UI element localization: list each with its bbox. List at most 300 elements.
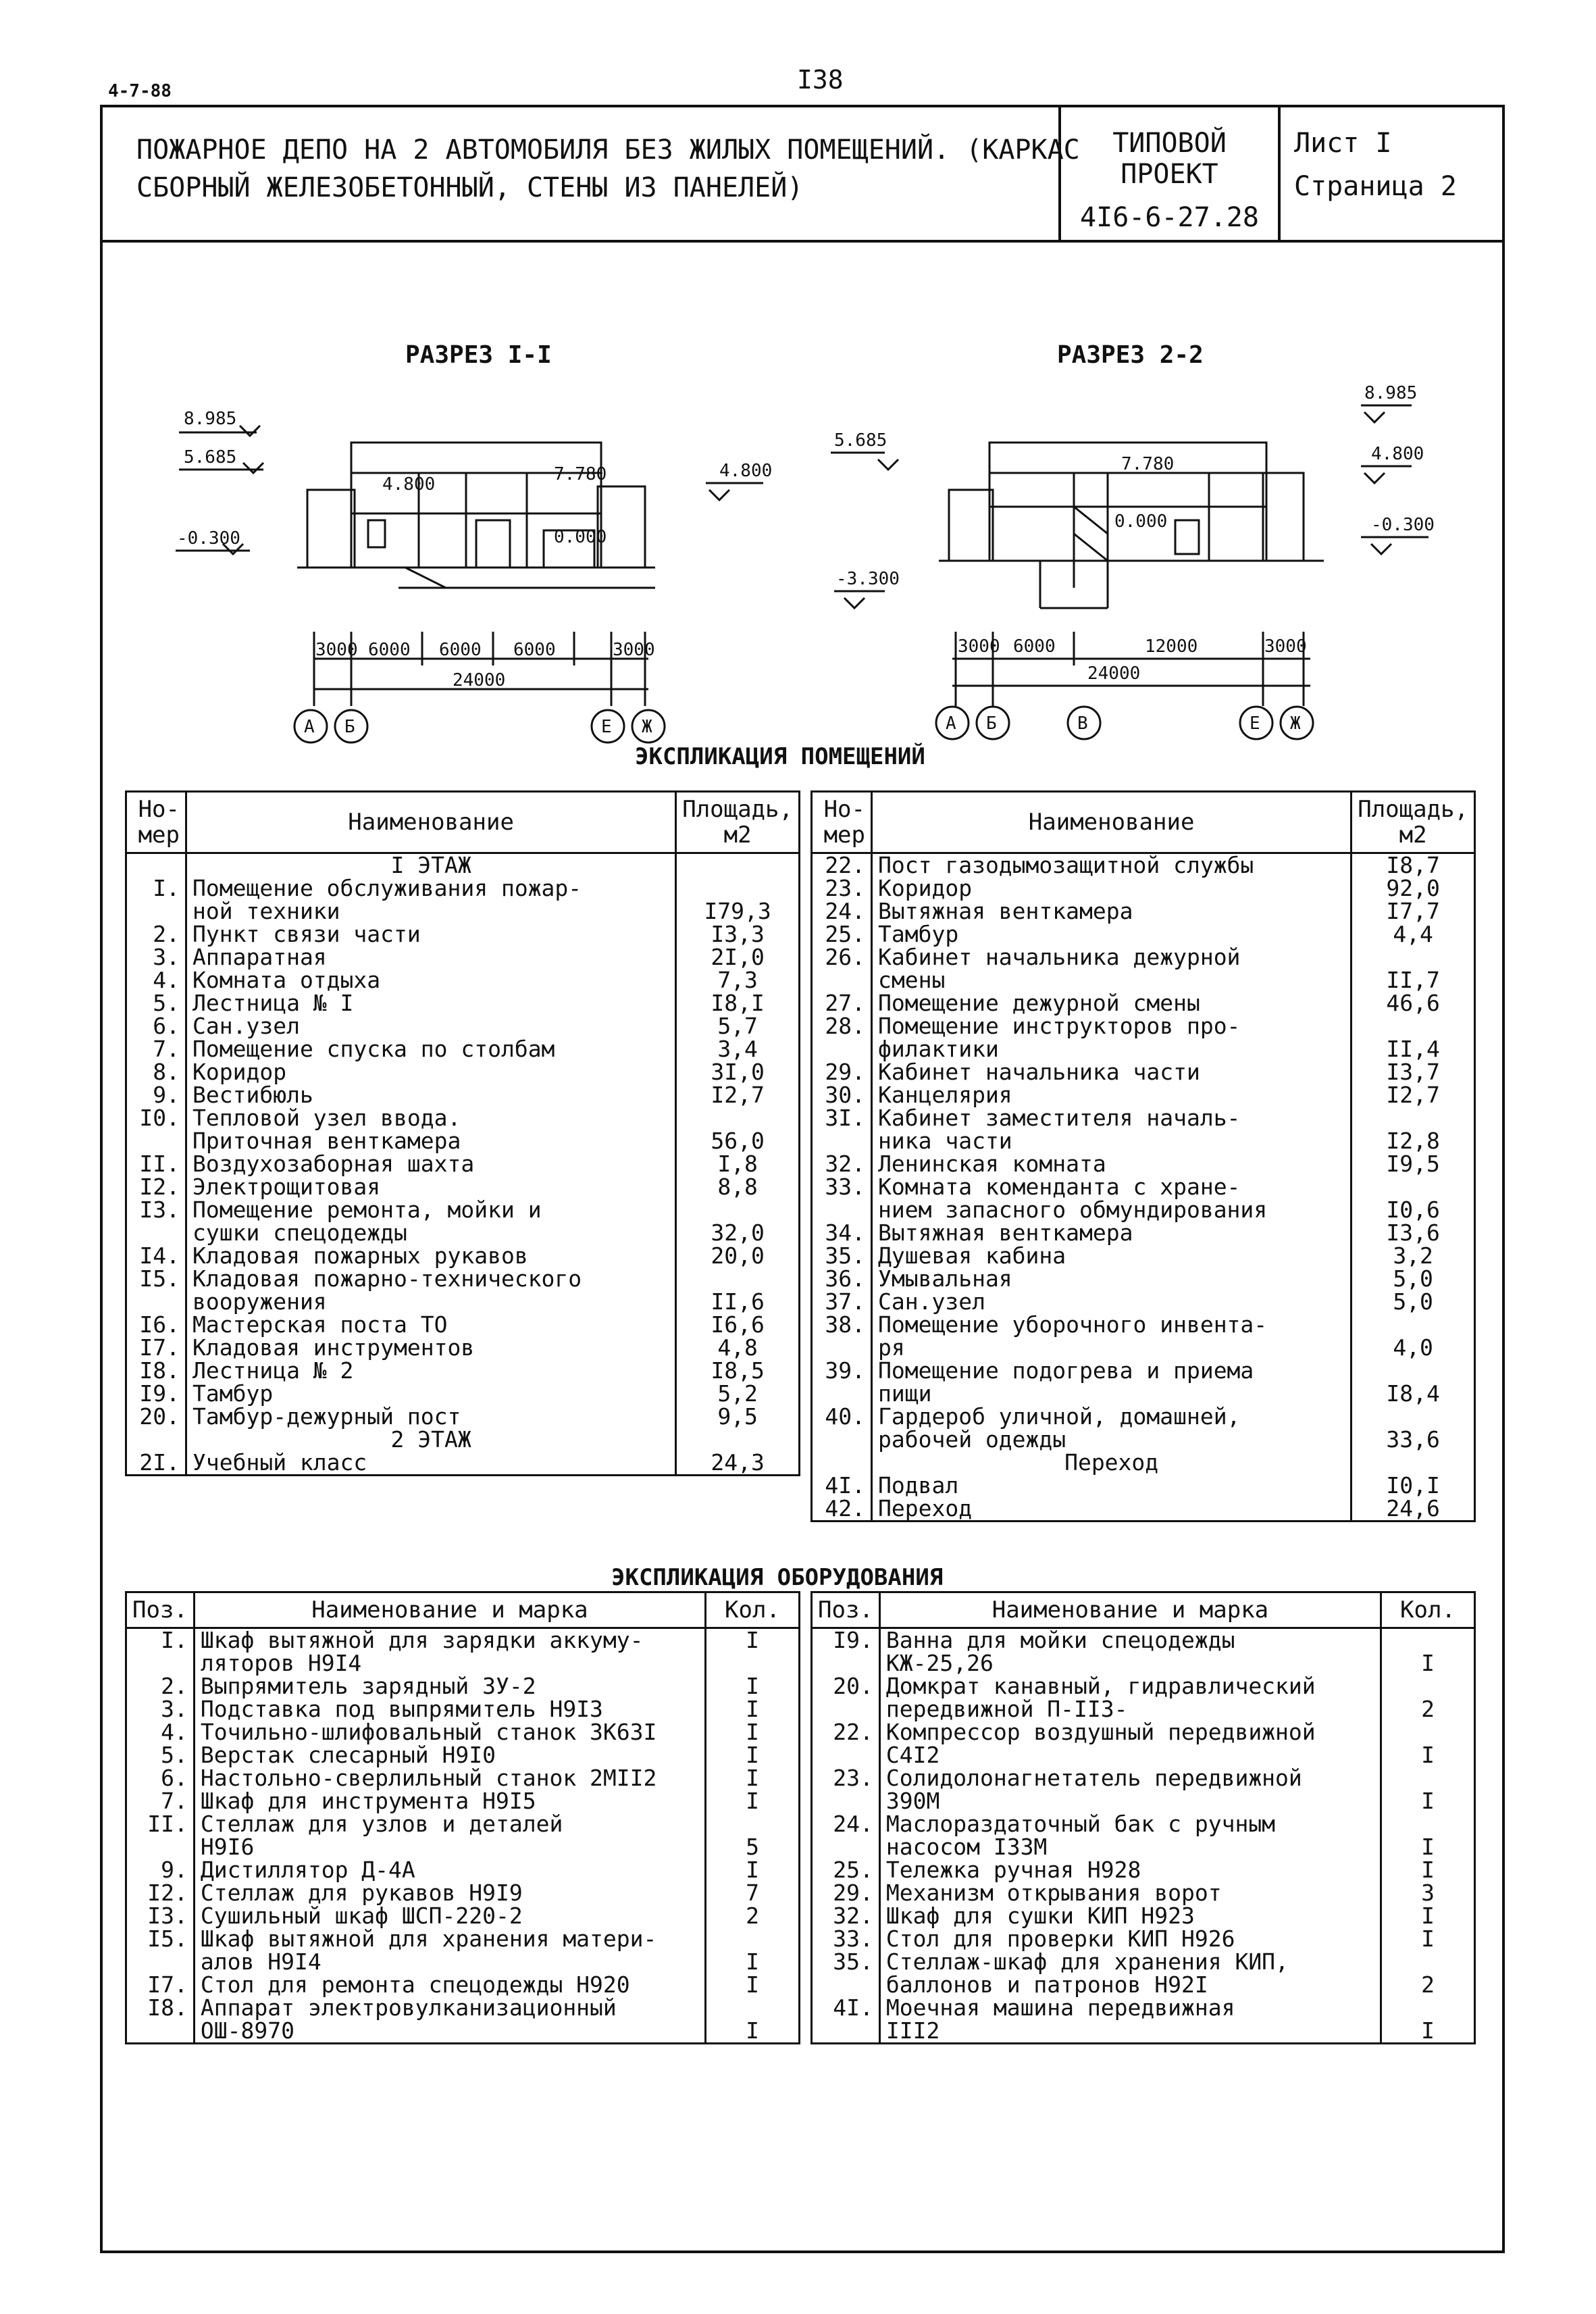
- equipment-qty: I: [706, 1698, 800, 1721]
- room-number: 5.: [126, 992, 186, 1015]
- room-name: Учебный класс: [186, 1451, 676, 1476]
- s2-dim-3: 12000: [1145, 636, 1198, 657]
- room-row: [126, 1336, 800, 1359]
- room-number: 6.: [126, 1015, 186, 1038]
- room-area: I3,3: [676, 923, 800, 946]
- equipment-row: [812, 1951, 1475, 1973]
- equipment-position: 9.: [126, 1859, 195, 1882]
- s1-axis-b: Б: [344, 717, 355, 737]
- room-number: 40.: [812, 1405, 872, 1428]
- room-area: [1352, 1405, 1475, 1428]
- col-name: Наименование: [872, 792, 1352, 853]
- equipment-row: [126, 1628, 800, 1653]
- equipment-title: ЭКСПЛИКАЦИЯ ОБОРУДОВАНИЯ: [611, 1564, 944, 1591]
- equipment-qty: I: [706, 1628, 800, 1653]
- room-area: 3I,0: [676, 1061, 800, 1084]
- equipment-table-left: [125, 1591, 800, 2044]
- s1-dim-5: 3000: [613, 640, 655, 660]
- room-area: 92,0: [1352, 877, 1475, 900]
- room-area: I2,8: [1352, 1130, 1475, 1153]
- room-name: Сан.узел: [872, 1290, 1352, 1313]
- s2-axis-e: Е: [1250, 713, 1260, 734]
- equipment-position: [812, 1652, 880, 1675]
- equipment-qty: 2: [706, 1905, 800, 1928]
- equipment-row: [126, 1905, 800, 1928]
- room-row: [126, 1359, 800, 1382]
- page-number: I38: [797, 65, 844, 95]
- equipment-name: баллонов и патронов Н92I: [879, 1973, 1381, 1996]
- room-name: Умывальная: [872, 1267, 1352, 1290]
- room-row: [126, 1267, 800, 1290]
- room-name: Коридор: [186, 1061, 676, 1084]
- equipment-qty: I: [1381, 2019, 1475, 2044]
- room-number: 7.: [126, 1038, 186, 1061]
- room-row: [812, 1428, 1475, 1451]
- room-area: I,8: [676, 1153, 800, 1176]
- room-number: 20.: [126, 1405, 186, 1428]
- equipment-name: Подставка под выпрямитель Н9I3: [194, 1698, 705, 1721]
- room-number: 39.: [812, 1359, 872, 1382]
- room-number: 37.: [812, 1290, 872, 1313]
- room-number: 32.: [812, 1153, 872, 1176]
- equipment-row: [812, 1767, 1475, 1790]
- equipment-row: [126, 1951, 800, 1973]
- equipment-name: ОШ-8970: [194, 2019, 705, 2044]
- equipment-qty: 7: [706, 1882, 800, 1905]
- room-row: [812, 1130, 1475, 1153]
- room-name: ной техники: [186, 900, 676, 923]
- room-row: [126, 1451, 800, 1476]
- equipment-row: [812, 1628, 1475, 1653]
- equipment-position: 3.: [126, 1698, 195, 1721]
- equipment-position: I7.: [126, 1973, 195, 1996]
- equipment-position: [126, 1951, 195, 1973]
- room-area: I2,7: [676, 1084, 800, 1107]
- room-name: филактики: [872, 1038, 1352, 1061]
- room-area: I0,6: [1352, 1199, 1475, 1222]
- title-line-2: СБОРНЫЙ ЖЕЛЕЗОБЕТОННЫЙ, СТЕНЫ ИЗ ПАНЕЛЕЙ): [136, 172, 804, 203]
- room-number: 27.: [812, 992, 872, 1015]
- room-number: 24.: [812, 900, 872, 923]
- s2-dim-4: 3000: [1264, 636, 1307, 657]
- room-number: I4.: [126, 1244, 186, 1267]
- room-row: [126, 1038, 800, 1061]
- room-number: I0.: [126, 1107, 186, 1130]
- equipment-name: С4I2: [879, 1744, 1381, 1767]
- col-num: Но- мер: [126, 792, 186, 853]
- room-area: I3,6: [1352, 1222, 1475, 1244]
- room-number: [126, 853, 186, 878]
- s1-dim-3: 6000: [439, 640, 482, 660]
- equipment-name: Настольно-сверлильный станок 2МII2: [194, 1767, 705, 1790]
- room-number: [126, 900, 186, 923]
- room-row: [812, 1405, 1475, 1428]
- room-number: 35.: [812, 1244, 872, 1267]
- section-1-title: РАЗРЕЗ I-I: [405, 341, 552, 369]
- room-number: I.: [126, 877, 186, 900]
- equipment-qty: I: [706, 1790, 800, 1813]
- s2-axis-v: В: [1077, 713, 1088, 734]
- equipment-row: [812, 1744, 1475, 1767]
- room-name: Переход: [872, 1451, 1352, 1474]
- room-name: Помещение обслуживания пожар-: [186, 877, 676, 900]
- s2-axis-b: Б: [986, 713, 997, 734]
- equipment-name: Сушильный шкаф ШСП-220-2: [194, 1905, 705, 1928]
- room-row: [812, 1497, 1475, 1521]
- equipment-qty: I: [706, 1721, 800, 1744]
- room-row: [126, 1061, 800, 1084]
- equipment-position: 4I.: [812, 1996, 880, 2019]
- room-number: I8.: [126, 1359, 186, 1382]
- equipment-row: [812, 1859, 1475, 1882]
- room-number: I7.: [126, 1336, 186, 1359]
- room-area: 20,0: [676, 1244, 800, 1267]
- room-row: [812, 969, 1475, 992]
- equipment-name: КЖ-25,26: [879, 1652, 1381, 1675]
- room-name: Лестница № I: [186, 992, 676, 1015]
- room-row: [126, 1313, 800, 1336]
- equipment-row: [812, 2019, 1475, 2044]
- room-name: Приточная венткамера: [186, 1130, 676, 1153]
- room-name: рабочей одежды: [872, 1428, 1352, 1451]
- equipment-position: 2.: [126, 1675, 195, 1698]
- equipment-position: 7.: [126, 1790, 195, 1813]
- room-row: [126, 1130, 800, 1153]
- room-area: 32,0: [676, 1222, 800, 1244]
- room-name: Воздухозаборная шахта: [186, 1153, 676, 1176]
- col-name: Наименование: [186, 792, 676, 853]
- room-name: Аппаратная: [186, 946, 676, 969]
- room-name: Душевая кабина: [872, 1244, 1352, 1267]
- room-area: 5,2: [676, 1382, 800, 1405]
- room-area: 56,0: [676, 1130, 800, 1153]
- room-name: Вытяжная венткамера: [872, 900, 1352, 923]
- room-number: I9.: [126, 1382, 186, 1405]
- room-name: Кладовая пожарных рукавов: [186, 1244, 676, 1267]
- room-number: 4I.: [812, 1474, 872, 1497]
- room-row: [812, 946, 1475, 969]
- room-area: [1352, 1359, 1475, 1382]
- s2-elev-top: 8.985: [1364, 383, 1418, 403]
- equipment-position: [126, 2019, 195, 2044]
- room-number: 3.: [126, 946, 186, 969]
- page-label: Страница 2: [1294, 171, 1457, 202]
- room-area: [676, 1267, 800, 1290]
- equipment-name: передвижной П-II3-: [879, 1698, 1381, 1721]
- room-row: [812, 1267, 1475, 1290]
- equipment-qty: I: [1381, 1652, 1475, 1675]
- s2-elev-bottom: -3.300: [836, 569, 900, 589]
- equipment-qty: I: [1381, 1790, 1475, 1813]
- equipment-row: [126, 1928, 800, 1951]
- room-number: [812, 1199, 872, 1222]
- room-name: Вестибюль: [186, 1084, 676, 1107]
- col-area: Площадь, м2: [676, 792, 800, 853]
- room-number: 4.: [126, 969, 186, 992]
- room-area: [1352, 1176, 1475, 1199]
- room-area: I2,7: [1352, 1084, 1475, 1107]
- room-number: [812, 1038, 872, 1061]
- room-area: I8,5: [676, 1359, 800, 1382]
- room-name: нием запасного обмундирования: [872, 1199, 1352, 1222]
- equipment-name: Моечная машина передвижная: [879, 1996, 1381, 2019]
- equipment-position: [812, 1698, 880, 1721]
- room-row: [126, 1176, 800, 1199]
- equipment-row: [126, 1882, 800, 1905]
- s2-elev-right: 4.800: [1371, 444, 1424, 464]
- equipment-position: 35.: [812, 1951, 880, 1973]
- equipment-row: [812, 1973, 1475, 1996]
- s1-elev-right: 4.800: [719, 461, 773, 481]
- room-name: Пункт связи части: [186, 923, 676, 946]
- room-area: [1352, 946, 1475, 969]
- room-row: [812, 1061, 1475, 1084]
- s1-elev-mid: 5.685: [184, 447, 237, 468]
- equipment-qty: [706, 1928, 800, 1951]
- equipment-name: Стол для проверки КИП Н926: [879, 1928, 1381, 1951]
- equipment-position: II.: [126, 1813, 195, 1836]
- room-area: 24,3: [676, 1451, 800, 1476]
- project-number: 4I6-6-27.28: [1080, 202, 1259, 233]
- room-row: [126, 1428, 800, 1451]
- room-row: [812, 1084, 1475, 1107]
- room-row: [812, 1107, 1475, 1130]
- equipment-qty: I: [1381, 1905, 1475, 1928]
- room-area: [1352, 1451, 1475, 1474]
- room-row: [126, 1199, 800, 1222]
- equipment-qty: 5: [706, 1836, 800, 1859]
- rooms-title: ЭКСПЛИКАЦИЯ ПОМЕЩЕНИЙ: [635, 743, 925, 770]
- equipment-name: 390М: [879, 1790, 1381, 1813]
- room-number: 29.: [812, 1061, 872, 1084]
- room-area: [676, 853, 800, 878]
- room-number: [812, 1130, 872, 1153]
- equipment-name: Точильно-шлифовальный станок 3К63I: [194, 1721, 705, 1744]
- equipment-position: I2.: [126, 1882, 195, 1905]
- equipment-qty: I: [1381, 1744, 1475, 1767]
- col-qty: Кол.: [1381, 1592, 1475, 1628]
- section-drawings: [0, 0, 1596, 770]
- room-number: [812, 1382, 872, 1405]
- room-name: ника части: [872, 1130, 1352, 1153]
- room-row: [812, 1244, 1475, 1267]
- room-name: Тамбур-дежурный пост: [186, 1405, 676, 1428]
- equipment-name: Домкрат канавный, гидравлический: [879, 1675, 1381, 1698]
- room-name: Подвал: [872, 1474, 1352, 1497]
- room-area: 5,7: [676, 1015, 800, 1038]
- equipment-position: 24.: [812, 1813, 880, 1836]
- room-row: [126, 946, 800, 969]
- room-name: Кабинет начальника дежурной: [872, 946, 1352, 969]
- equipment-position: [812, 1836, 880, 1859]
- room-name: I ЭТАЖ: [186, 853, 676, 878]
- equipment-table-right: [810, 1591, 1476, 2044]
- equipment-qty: I: [1381, 1859, 1475, 1882]
- room-name: Кладовая пожарно-технического: [186, 1267, 676, 1290]
- room-area: 5,0: [1352, 1267, 1475, 1290]
- room-row: [126, 1405, 800, 1428]
- equipment-name: Тележка ручная Н928: [879, 1859, 1381, 1882]
- room-row: [812, 1222, 1475, 1244]
- room-area: [676, 877, 800, 900]
- room-number: II.: [126, 1153, 186, 1176]
- s2-elev-low: -0.300: [1371, 515, 1435, 535]
- equipment-row: [812, 1675, 1475, 1698]
- room-area: I8,I: [676, 992, 800, 1015]
- equipment-qty: I: [706, 1973, 800, 1996]
- equipment-qty: [1381, 1996, 1475, 2019]
- equipment-qty: [1381, 1628, 1475, 1653]
- equipment-qty: I: [1381, 1928, 1475, 1951]
- project-label: ТИПОВОЙ ПРОЕКТ: [1112, 128, 1227, 190]
- room-row: [126, 1107, 800, 1130]
- s2-axis-a: А: [946, 713, 956, 734]
- room-area: 4,0: [1352, 1336, 1475, 1359]
- col-area: Площадь, м2: [1352, 792, 1475, 853]
- room-name: Сан.узел: [186, 1015, 676, 1038]
- equipment-name: Дистиллятор Д-4А: [194, 1859, 705, 1882]
- room-row: [126, 1290, 800, 1313]
- room-number: 25.: [812, 923, 872, 946]
- room-number: 36.: [812, 1267, 872, 1290]
- s2-elev-mid: 5.685: [834, 430, 887, 451]
- equipment-row: [812, 1996, 1475, 2019]
- room-area: I79,3: [676, 900, 800, 923]
- equipment-row: [126, 1698, 800, 1721]
- equipment-qty: 3: [1381, 1882, 1475, 1905]
- room-area: I9,5: [1352, 1153, 1475, 1176]
- room-number: I2.: [126, 1176, 186, 1199]
- equipment-position: I8.: [126, 1996, 195, 2019]
- room-name: Тамбур: [186, 1382, 676, 1405]
- room-number: [812, 1336, 872, 1359]
- room-name: 2 ЭТАЖ: [186, 1428, 676, 1451]
- equipment-position: I3.: [126, 1905, 195, 1928]
- equipment-row: [812, 1698, 1475, 1721]
- equipment-row: [126, 1836, 800, 1859]
- room-area: I8,4: [1352, 1382, 1475, 1405]
- equipment-row: [812, 1721, 1475, 1744]
- equipment-row: [126, 1767, 800, 1790]
- room-row: [126, 853, 800, 878]
- room-name: Кабинет заместителя началь-: [872, 1107, 1352, 1130]
- s1-axis-e: Е: [601, 717, 612, 737]
- equipment-name: Стеллаж для рукавов Н9I9: [194, 1882, 705, 1905]
- room-name: Гардероб уличной, домашней,: [872, 1405, 1352, 1428]
- room-area: 24,6: [1352, 1497, 1475, 1521]
- room-area: I6,6: [676, 1313, 800, 1336]
- equipment-position: 4.: [126, 1721, 195, 1744]
- room-name: пищи: [872, 1382, 1352, 1405]
- equipment-qty: I: [706, 1767, 800, 1790]
- room-name: Мастерская поста ТО: [186, 1313, 676, 1336]
- room-area: [676, 1199, 800, 1222]
- room-name: Помещение спуска по столбам: [186, 1038, 676, 1061]
- equipment-qty: [1381, 1675, 1475, 1698]
- room-number: 8.: [126, 1061, 186, 1084]
- room-area: 46,6: [1352, 992, 1475, 1015]
- room-name: Коридор: [872, 877, 1352, 900]
- rooms-table-left: [125, 790, 800, 1476]
- equipment-qty: I: [706, 1859, 800, 1882]
- col-pos: Поз.: [812, 1592, 880, 1628]
- room-name: Комната коменданта с хране-: [872, 1176, 1352, 1199]
- room-number: 33.: [812, 1176, 872, 1199]
- equipment-row: [126, 1744, 800, 1767]
- room-number: [812, 1428, 872, 1451]
- col-name: Наименование и марка: [879, 1592, 1381, 1628]
- room-number: 28.: [812, 1015, 872, 1038]
- room-area: 33,6: [1352, 1428, 1475, 1451]
- title-line-1: ПОЖАРНОЕ ДЕПО НА 2 АВТОМОБИЛЯ БЕЗ ЖИЛЫХ ПОМЕЩЕНИЙ. (КАРКАС: [136, 134, 1080, 166]
- equipment-position: 22.: [812, 1721, 880, 1744]
- equipment-qty: I: [706, 1951, 800, 1973]
- equipment-row: [126, 1721, 800, 1744]
- room-area: 2I,0: [676, 946, 800, 969]
- room-number: I6.: [126, 1313, 186, 1336]
- s1-elev-low: -0.300: [177, 528, 240, 549]
- room-name: Канцелярия: [872, 1084, 1352, 1107]
- equipment-row: [812, 1652, 1475, 1675]
- room-name: Электрощитовая: [186, 1176, 676, 1199]
- s2-axis-zh: Ж: [1290, 713, 1301, 734]
- room-name: Тамбур: [872, 923, 1352, 946]
- equipment-name: Шкаф для инструмента Н9I5: [194, 1790, 705, 1813]
- room-row: [126, 1153, 800, 1176]
- room-name: Ленинская комната: [872, 1153, 1352, 1176]
- s2-elev-inner1: 7.780: [1121, 454, 1175, 474]
- equipment-position: 20.: [812, 1675, 880, 1698]
- room-name: Помещение инструкторов про-: [872, 1015, 1352, 1038]
- equipment-row: [126, 1675, 800, 1698]
- room-number: 38.: [812, 1313, 872, 1336]
- equipment-row: [812, 1928, 1475, 1951]
- s1-dim-total: 24000: [453, 670, 506, 690]
- s1-dim-2: 6000: [368, 640, 411, 660]
- equipment-qty: I: [706, 1675, 800, 1698]
- equipment-row: [812, 1836, 1475, 1859]
- room-area: 9,5: [676, 1405, 800, 1428]
- room-name: Помещение подогрева и приема: [872, 1359, 1352, 1382]
- room-row: [812, 992, 1475, 1015]
- equipment-name: Шкаф для сушки КИП Н923: [879, 1905, 1381, 1928]
- equipment-position: [126, 1836, 195, 1859]
- equipment-qty: I: [706, 2019, 800, 2044]
- equipment-position: I9.: [812, 1628, 880, 1653]
- document-code: 4-7-88: [108, 81, 172, 101]
- equipment-row: [126, 1652, 800, 1675]
- room-number: 22.: [812, 853, 872, 878]
- room-row: [812, 1313, 1475, 1336]
- equipment-name: Выпрямитель зарядный ЗУ-2: [194, 1675, 705, 1698]
- room-row: [812, 1199, 1475, 1222]
- equipment-qty: [706, 1652, 800, 1675]
- room-name: Кладовая инструментов: [186, 1336, 676, 1359]
- equipment-row: [126, 1813, 800, 1836]
- equipment-qty: 2: [1381, 1698, 1475, 1721]
- equipment-qty: I: [1381, 1836, 1475, 1859]
- room-number: 26.: [812, 946, 872, 969]
- room-name: Кабинет начальника части: [872, 1061, 1352, 1084]
- room-area: 4,8: [676, 1336, 800, 1359]
- s2-dim-total: 24000: [1087, 663, 1141, 684]
- room-number: [812, 1451, 872, 1474]
- equipment-name: III2: [879, 2019, 1381, 2044]
- room-row: [126, 923, 800, 946]
- equipment-name: Компрессор воздушный передвижной: [879, 1721, 1381, 1744]
- room-area: 5,0: [1352, 1290, 1475, 1313]
- equipment-position: 33.: [812, 1928, 880, 1951]
